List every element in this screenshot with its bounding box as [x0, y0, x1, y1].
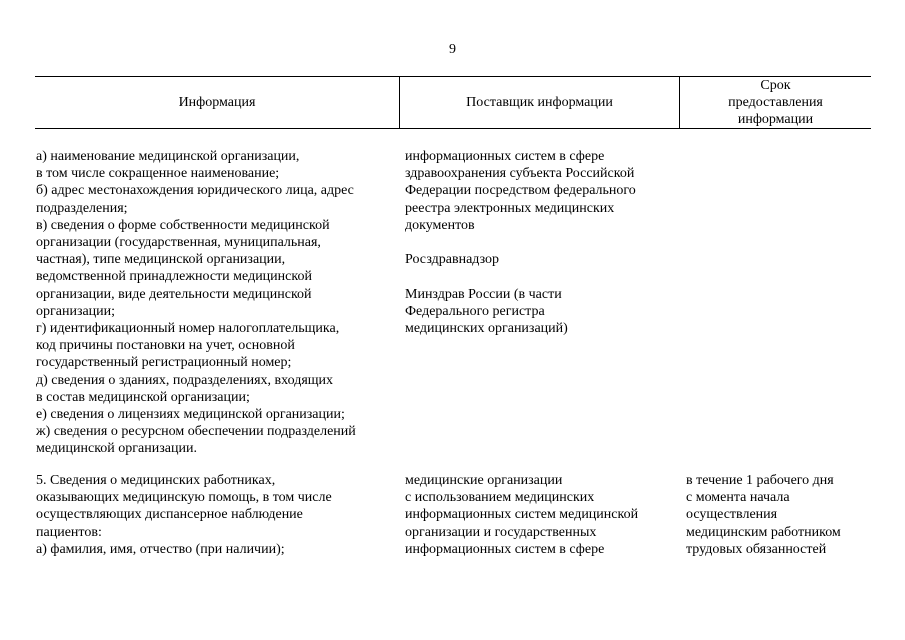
row1-info-cell	[36, 148, 356, 458]
text-line: организации;	[36, 303, 116, 319]
text-line: медицинским работником	[686, 524, 841, 540]
text-line: код причины постановки на учет, основной	[36, 338, 295, 354]
paragraph-gap	[405, 268, 636, 285]
row2-info-cell	[36, 472, 332, 558]
text-line: медицинской организации.	[36, 441, 197, 457]
text-line: организации и государственных	[405, 524, 597, 540]
text-line: трудовых обязанностей	[686, 541, 827, 557]
text-line: информационных систем в сфере	[405, 149, 605, 164]
text-line: организации (государственная, муниципальная,	[36, 235, 321, 251]
text-line: частная), типе медицинской организации,	[36, 252, 286, 268]
text-line: а) наименование медицинской организации,	[36, 149, 300, 164]
text-line: д) сведения о зданиях, подразделениях, входящих	[36, 372, 334, 388]
text-line: ведомственной принадлежности медицинской	[36, 269, 312, 285]
text-line: здравоохранения субъекта Российской	[405, 166, 635, 182]
table-header-bottom-border	[35, 128, 871, 129]
text-line: реестра электронных медицинских	[405, 200, 615, 216]
text-line: с момента начала	[686, 490, 790, 506]
text-line: ж) сведения о ресурсном обеспечении подразделений	[36, 424, 356, 440]
text-line: информационных систем в сфере	[405, 541, 605, 557]
text-line: в том числе сокращенное наименование;	[36, 166, 280, 182]
text-line: г) идентификационный номер налогоплательщика,	[36, 321, 340, 337]
page-number: 9	[449, 42, 456, 57]
text-line: осуществляющих диспансерное наблюдение	[36, 507, 303, 523]
text-line: е) сведения о лицензиях медицинской организации;	[36, 407, 345, 423]
text-line: медицинских организаций)	[405, 321, 568, 336]
paragraph-gap	[405, 234, 636, 251]
text-line: подразделения;	[36, 200, 128, 216]
row2-term-cell	[686, 472, 841, 558]
text-line: в) сведения о форме собственности медицинской	[36, 217, 330, 233]
text-line: медицинские организации	[405, 473, 563, 488]
text-line: осуществления	[686, 507, 778, 523]
text-line: с использованием медицинских	[405, 490, 595, 506]
text-line: в состав медицинской организации;	[36, 389, 250, 405]
text-line: оказывающих медицинскую помощь, в том числе	[36, 490, 332, 506]
text-line: 5. Сведения о медицинских работниках,	[36, 473, 276, 488]
text-line: Минздрав России (в части	[405, 286, 562, 302]
header-supplier: Поставщик информации	[466, 95, 613, 110]
text-line: б) адрес местонахождения юридического лица, адрес	[36, 183, 354, 199]
text-line: информационных систем медицинской	[405, 507, 639, 523]
text-line: документов	[405, 217, 475, 233]
text-line: Росздравнадзор	[405, 252, 500, 268]
text-line: в течение 1 рабочего дня	[686, 473, 834, 488]
header-term-line: Срок	[760, 78, 791, 93]
text-line: а) фамилия, имя, отчество (при наличии);	[36, 541, 285, 557]
text-line: Федерации посредством федерального	[405, 183, 636, 199]
text-line: Федерального регистра	[405, 303, 545, 319]
text-line: организации, виде деятельности медицинской	[36, 286, 312, 302]
header-term-line: информации	[737, 112, 814, 127]
text-line: пациентов:	[36, 524, 102, 540]
text-line: государственный регистрационный номер;	[36, 355, 292, 371]
header-term	[680, 77, 871, 128]
row1-supplier-cell	[405, 148, 636, 337]
header-info: Информация	[178, 95, 256, 110]
row2-supplier-cell	[405, 472, 638, 558]
header-term-line: предоставления	[728, 95, 823, 110]
